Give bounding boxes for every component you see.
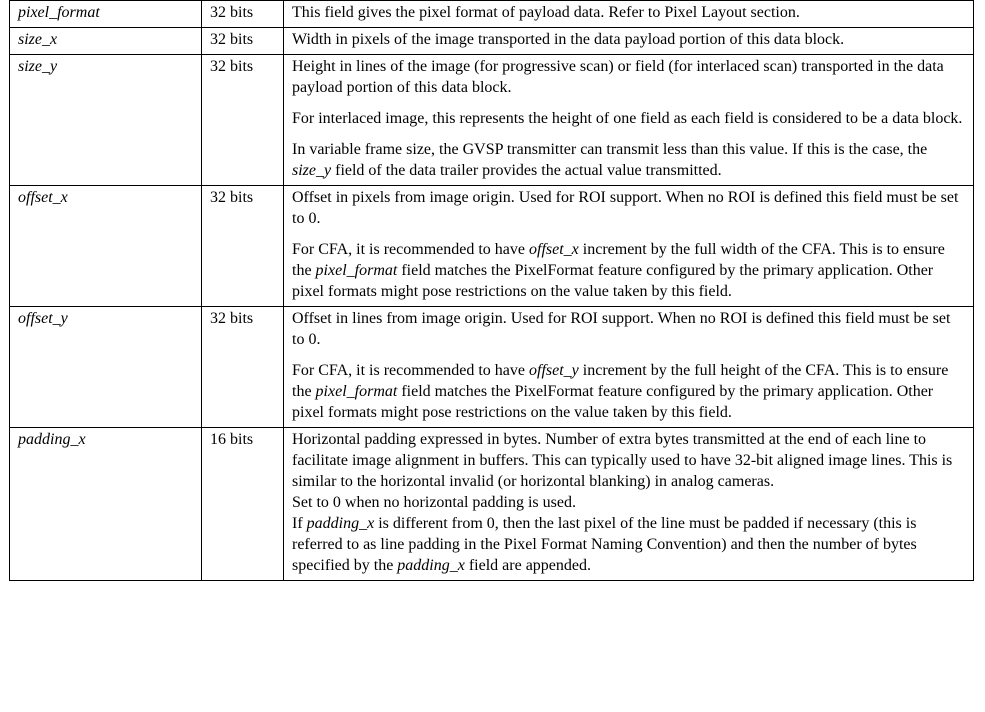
field-description-cell <box>284 1 974 28</box>
description-text: Offset in pixels from image origin. Used for ROI support. When no ROI is defined this field must be set to 0. <box>292 189 959 227</box>
description-paragraph <box>292 29 965 50</box>
field-size-cell: 32 bits <box>202 55 284 186</box>
field-table-body <box>10 1 974 581</box>
table-row <box>10 28 974 55</box>
description-text: field of the data trailer provides the actual value transmitted. <box>331 162 722 179</box>
description-paragraph <box>292 2 965 23</box>
field-reference: padding_x <box>306 515 375 532</box>
field-description-cell <box>284 55 974 186</box>
field-size-cell: 32 bits <box>202 307 284 428</box>
field-description-cell <box>284 28 974 55</box>
field-name-cell: offset_y <box>10 307 202 428</box>
description-text: field matches the PixelFormat feature configured by the primary application. Other pixel formats might pose restrictions on the value taken by this field. <box>292 383 934 421</box>
description-text: Offset in lines from image origin. Used for ROI support. When no ROI is defined this field must be set to 0. <box>292 310 951 348</box>
field-size-cell: 16 bits <box>202 428 284 581</box>
description-text: increment by the full height of the CFA. This is to ensure the <box>292 362 949 400</box>
table-row <box>10 307 974 428</box>
description-text: field are appended. <box>464 557 591 574</box>
field-size-cell: 32 bits <box>202 1 284 28</box>
description-text: For CFA, it is recommended to have <box>292 362 529 379</box>
field-name-cell: size_x <box>10 28 202 55</box>
field-name-cell: offset_x <box>10 186 202 307</box>
table-row <box>10 55 974 186</box>
description-paragraph <box>292 360 965 423</box>
description-paragraph <box>292 139 965 181</box>
description-text: is different from 0, then the last pixel of the line must be padded if necessary (this is referred to as line padding in the Pixel Format Naming Convention) and then the number of bytes specified by the <box>292 515 917 574</box>
table-row <box>10 1 974 28</box>
description-text: For CFA, it is recommended to have <box>292 241 529 258</box>
description-text: Horizontal padding expressed in bytes. Number of extra bytes transmitted at the end of each line to facilitate image alignment in buffers. This can typically used to have 32-bit aligned image lines. This is similar to the horizontal invalid (or horizontal blanking) in analog cameras. <box>292 431 953 490</box>
description-paragraph <box>292 56 965 98</box>
description-paragraph <box>292 239 965 302</box>
field-name-cell: size_y <box>10 55 202 186</box>
table-row <box>10 186 974 307</box>
field-reference: padding_x <box>397 557 465 574</box>
field-name-cell: pixel_format <box>10 1 202 28</box>
description-paragraph <box>292 429 965 576</box>
field-description-cell <box>284 428 974 581</box>
description-text: field matches the PixelFormat feature configured by the primary application. Other pixel formats might pose restrictions on the value taken by this field. <box>292 262 934 300</box>
field-size-cell: 32 bits <box>202 186 284 307</box>
field-description-cell <box>284 186 974 307</box>
description-paragraph <box>292 187 965 229</box>
description-text: increment by the full width of the CFA. This is to ensure the <box>292 241 945 279</box>
field-description-cell <box>284 307 974 428</box>
field-reference: offset_y <box>529 362 579 379</box>
description-text: For interlaced image, this represents the height of one field as each field is considered to be a data block. <box>292 110 963 127</box>
description-text: This field gives the pixel format of payload data. Refer to Pixel Layout section. <box>292 4 800 21</box>
field-name-cell: padding_x <box>10 428 202 581</box>
description-text: If <box>292 515 307 532</box>
description-text: In variable frame size, the GVSP transmitter can transmit less than this value. If this is the case, the <box>292 141 928 158</box>
description-text: Height in lines of the image (for progressive scan) or field (for interlaced scan) transported in the data payload portion of this data block. <box>292 58 944 96</box>
field-reference: size_y <box>292 162 332 179</box>
field-size-cell: 32 bits <box>202 28 284 55</box>
table-row <box>10 428 974 581</box>
description-paragraph <box>292 108 965 129</box>
field-table <box>9 0 974 581</box>
description-paragraph <box>292 308 965 350</box>
field-reference: pixel_format <box>315 262 398 279</box>
field-reference: pixel_format <box>315 383 398 400</box>
description-text: Width in pixels of the image transported in the data payload portion of this data block. <box>292 31 845 48</box>
description-text: Set to 0 when no horizontal padding is used. <box>292 494 576 511</box>
field-reference: offset_x <box>529 241 579 258</box>
